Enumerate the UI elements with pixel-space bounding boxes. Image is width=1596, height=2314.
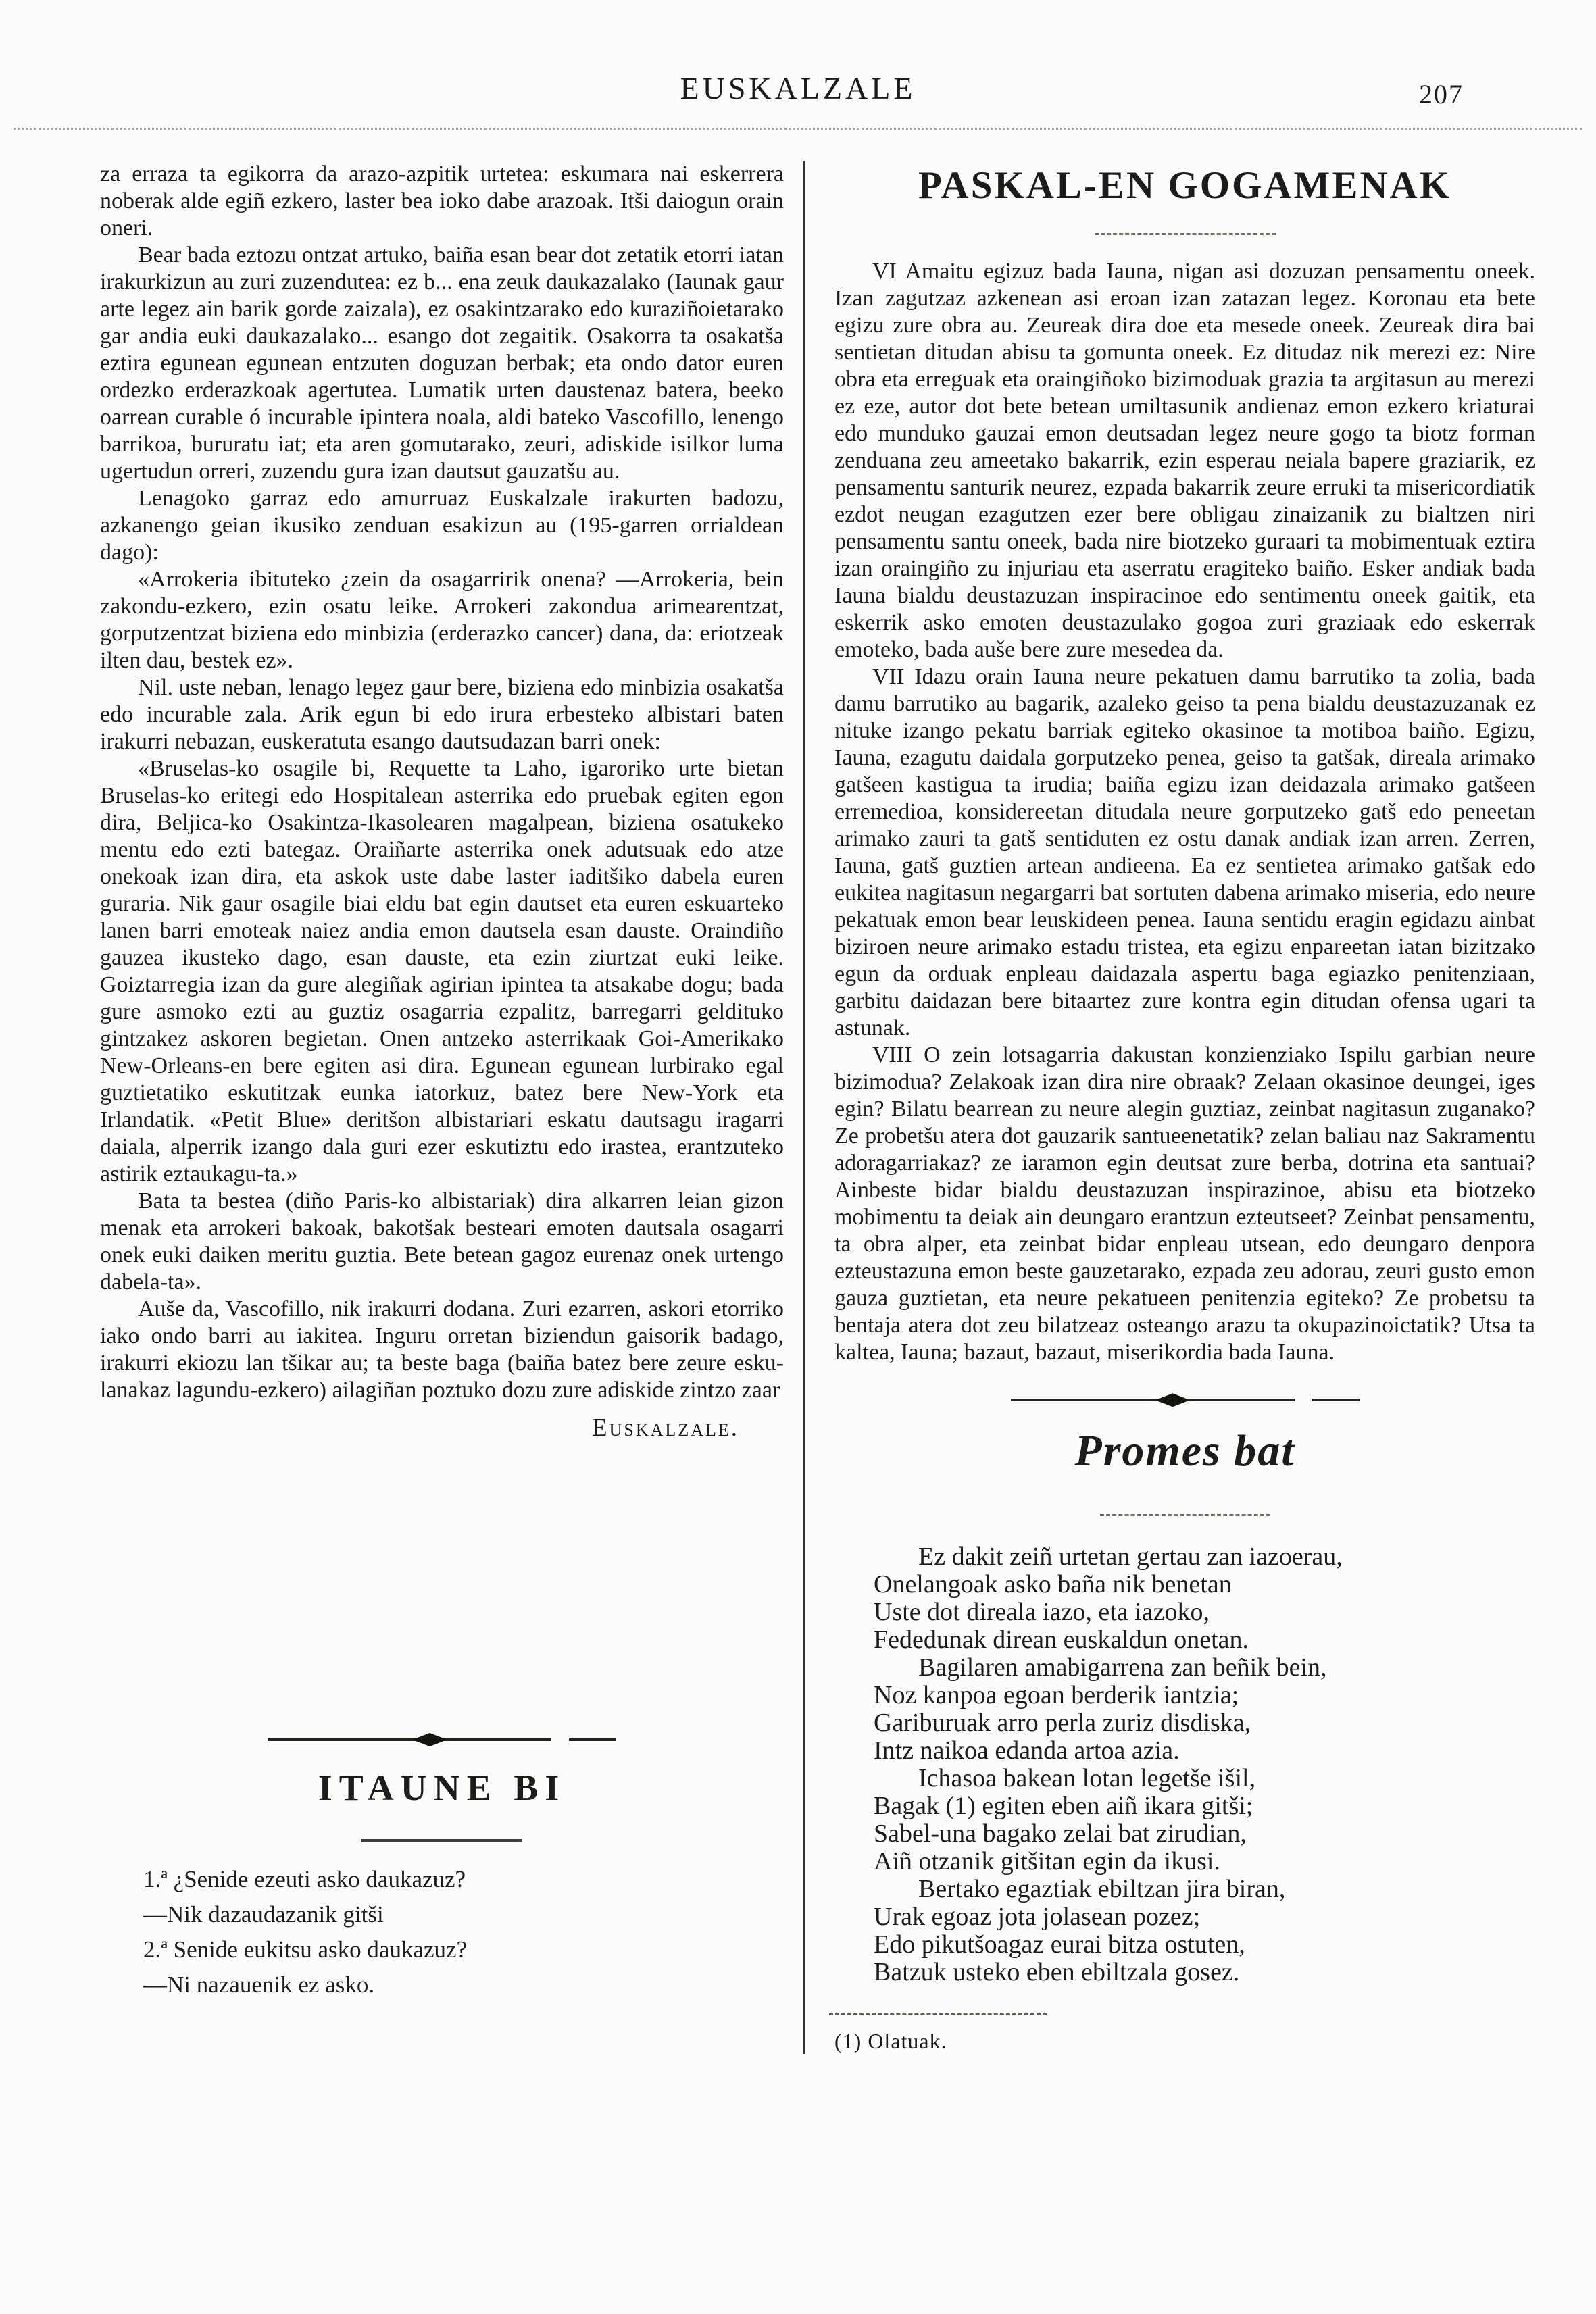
poem-line: Fededunak direan euskaldun onetan. [874, 1625, 1249, 1654]
poem-line: Sabel-una bagako zelai bat zirudian, [874, 1819, 1247, 1848]
poem-line: Bertako egaztiak ebiltzan jira biran, [918, 1874, 1286, 1903]
page-number: 207 [1419, 79, 1464, 109]
article-title-rule [1095, 233, 1276, 235]
poem-line: Bagilaren amabigarrena zan beñik bein, [918, 1653, 1327, 1682]
poem-line: Ichasoa bakean lotan legetše išil, [918, 1763, 1256, 1792]
left-column [100, 161, 803, 2054]
right-column [805, 161, 1535, 2054]
paragraph-viii: VIII O zein lotsagarria dakustan konzienziako Ispilu garbian neure bizimodua? Zelakoak izan dira nire obraak? Zelaan okasinoe deungei, iges egin? Bilatu bearrean zu neure alegin guztiaz, zeinbat nagitasun zuganako? Ze probetšu atera dot gauzarik santueenetatik? zelan baliau naz Sakramentu adoragarriakaz? ze iaramon egin deutsat zure berba, dotrina eta santuai? Ainbeste bidar bialdu deustazuzan inspirazinoe, abisu eta biotzeko mobimentu ta deiak ain deungaro erantzun ezteutseet? Zeinbat pensamentu, ta obra alper, eta zeinbat bidar enpleau utsean, edo deungaro denpora ezteustazuna emon beste gauzetarako, ezpada zeu adorau, zeuri gusto emon gauza guztietan, eta neure pekatueen penitenzia egiteko? Ze probetsu ta bentaja atera dot zeu bilatzeaz osteango arazu ta okupazinoictatik? Utsa ta kaltea, Iauna; bazaut, bazaut, miserikordia bada Iauna. [834, 1042, 1535, 1365]
paragraph: Lenagoko garraz edo amurruaz Euskalzale irakurten badozu, azkanengo geian ikusiko zenduan esakizun au (195-garren orrialdean dago): [100, 486, 784, 565]
divider-line [1187, 1399, 1295, 1401]
paragraph: za erraza ta egikorra da arazo-azpitik urtetea: eskumara nai eskerrera noberak alde egiñ ezkero, laster bea ioko dabe arazoak. Itši daiogun orain oneri. [100, 161, 784, 241]
two-column-layout [0, 130, 1596, 2054]
poem [834, 1543, 1535, 1986]
ornament-divider-icon [100, 1733, 784, 1746]
header-rule [14, 128, 1582, 130]
poem-line: Ez dakit zeiñ urtetan gertau zan iazoerau, [918, 1542, 1343, 1571]
poem-title-rule [1100, 1514, 1270, 1516]
poem-line: Uste dot direala iazo, eta iazoko, [874, 1597, 1210, 1626]
question-answer-block [143, 1862, 784, 2003]
section-title-rule [361, 1839, 522, 1842]
question-line: 2.ª Senide eukitsu asko daukazuz? [143, 1936, 468, 1963]
divider-line [569, 1738, 616, 1741]
paragraph-vii: VII Idazu orain Iauna neure pekatuen damu barrutiko ta zolia, bada damu barrutiko au bagarik, azaleko geiso ta pena bialdu deustazuzanak ez nituke izango pekatu barriak egiteko okasinoe ta motiboa baiño. Egizu, Iauna, ezagutu daidala gorputzeko penea, geiso ta gatšak, direala arimako gatšeen kastigua ta irudia; baiña egizu izan deidazala arimako gatšeen erremedioa, konsidereetan ditudala neure gorputzeko gatš edo peneetan arimako zauri ta gatš sentiduten ez ostu danak andiak izan arren. Zerren, Iauna, gatš guztien artean andieena. Ea ez sentietea arimako gatšak edo eukitea nagitasun negargarri bat sortuten dabena arimako miseria, edo neure pekatuak emon bear leuskideen penea. Iauna sentidu eragin egidazu ainbat biziroen neure arimako estadu tristea, eta egizu enpareetan iatan bizitzako egun da orduak enpleau daidazala aspertu baga egiazko penitenziaan, garbitu daidazan bere bitaartez zure kontra egin ditudan ofensa ugari ta astunak. [834, 664, 1535, 1041]
paragraph-vi: VI Amaitu egizuz bada Iauna, nigan asi dozuzan pensamentu oneek. Izan zagutzaz azkenean asi eroan izan zatazan legez. Koronau eta bete egizu zure obra au. Zeureak dira doe eta mesede oneek. Zeureak dira bai sentietan ditudan abisu ta gomunta oneek. Ez ditudaz nik merezi ez: Nire obra eta erreguak eta oraingiñoko bizimoduak grazia ta argitasun au merezi ez eze, autor dot bete betean umiltasunik andienaz emon ezkero kriaturai edo munduko gauzai emon deutsadan legez neure gogo ta biotz forman zenduana zeu ameetako bakarrik, ezin esperau neiala bapere graziarik, ez pensamentu santurik neurez, ezpada bakarrik zeure erruki ta misericordiatik ezdot neugan ezagutzen ezer bere obligau zinaizanik zu bialtzen niri pensamentu santu oneek, bada nire biotzeko guraari ta mobimentuak eztira izan oraingiño zu injuriau eta aserratu eragiteko baiño. Esker andiak bada Iauna bialdu deustazuzan inspiracinoe edo sentimentu oneek gaitik, eta eskerrik asko emoten deustazulako gogoa zuri graziaak edo eskerrak emoteko, bada auše bere zure mesedea da. [834, 259, 1535, 663]
poem-line: Batzuk usteko eben ebiltzala gosez. [874, 1957, 1240, 1986]
diamond-ornament-icon [1155, 1393, 1191, 1407]
answer-line: —Nik dazaudazanik gitši [143, 1901, 384, 1928]
diamond-ornament-icon [412, 1733, 447, 1746]
poem-line: Gariburuak arro perla zuriz disdiska, [874, 1708, 1251, 1737]
question-line: 1.ª ¿Senide ezeuti asko daukazuz? [143, 1865, 466, 1892]
poem-line: Edo pikutšoagaz eurai bitza ostuten, [874, 1930, 1245, 1959]
footnote: (1) Olatuak. [834, 2028, 947, 2053]
paragraph: Bata ta bestea (diño Paris-ko albistariak) dira alkarren leian gizon menak eta arrokeri bakoak, bakotšak besteari emoten dautsala osagarri onek euki daiken meritu guztia. Bete betean gagoz eurenaz onek urtengo dabela-ta». [100, 1188, 784, 1294]
page-header [0, 0, 1596, 109]
divider-line [443, 1738, 551, 1741]
poem-title-promes-bat: Promes bat [1074, 1426, 1295, 1476]
paragraph: Auše da, Vascofillo, nik irakurri dodana. Zuri ezarren, askori etorriko iako ondo barri au iakitea. Inguru orretan biziendun gaisorik badago, irakurri ekiozu lan tšikar au; ta beste baga (baiña batez bere zeure esku-lanakaz lagundu-ezkero) ailagiñan poztuko dozu zure adiskide zintzo zaar [100, 1297, 784, 1403]
divider-line [1312, 1399, 1360, 1401]
footnote-rule [829, 2013, 1047, 2015]
journal-title: EUSKALZALE [680, 71, 916, 105]
answer-line: —Ni nazauenik ez asko. [143, 1971, 375, 1998]
poem-line: Aiñ otzanik gitšitan egin da ikusi. [874, 1846, 1220, 1876]
poem-line: Noz kanpoa egoan berderik iantzia; [874, 1680, 1239, 1709]
poem-line: Bagak (1) egiten eben aiñ ikara gitši; [874, 1791, 1253, 1820]
divider-line [268, 1738, 416, 1741]
paragraph: «Bruselas-ko osagile bi, Requette ta Laho, igaroriko urte bietan Bruselas-ko eritegi edo Hospitalean asterrika edo pruebak egiten egon dira, Beljica-ko Osakintza-Ikasolearen magalpean, biziena osatukeko mentu edo ezti bategaz. Oraiñarte asterrika onek adutsuak edo atze onekoak izan dira, eta askok uste dabe laster iaditšiko dabela euren guraria. Nik gaur osagile biai eldu bat egin dautset eta euren eskuarteko lanen barri emoteak naiez andia emon dautsela esan dauste. Oraindiño gauzea ikusteko dago, esan dauste, eta ezin ziurtzat euki leike. Goiztarregia izan da gure alegiñak agirian ipintea ta atsakabe dogu; bada gure asmoko ezti au guztiz osagarria ezpalitz, barregarri geldituko gintzakez askoren begietan. Onen antzeko asterrikaak Goi-Amerikako New-Orleans-en bere egiten asi dira. Egunean egunean lurbirako egal guztietatiko eskutitzak eunka iatorkuz, batez bere New-York eta Irlandatik. «Petit Blue» deritšon albistariari eskatu dautsagu iragarri daiala, alperrik izango dala guri ezer eskutiztu edo irastea, erantzuteko astirik eztaukagu-ta.» [100, 756, 784, 1186]
poem-line: Onelangoak asko baña nik benetan [874, 1569, 1232, 1599]
ornament-divider-icon [834, 1393, 1535, 1407]
divider-line [1011, 1399, 1159, 1401]
poem-line: Intz naikoa edanda artoa azia. [874, 1736, 1180, 1765]
article-title-paskal-en-gogamenak: PASKAL-EN GOGAMENAK [918, 164, 1452, 207]
poem-line: Urak egoaz jota jolasean pozez; [874, 1902, 1201, 1931]
paragraph: Bear bada eztozu ontzat artuko, baiña esan bear dot zetatik etorri iatan irakurkizun au zuri zuzendutea: ez b... ena zeuk daukazalako (Iaunak gaur arte legez ain barik gorde zaizala), ez osakintzarako edo kuraziñoietarako gar andia euki daukazalako... esango dot zegaitik. Osakorra ta osakatša eztira egunean egunean entzuten doguzan berbak; eta ondo dator euren ordezko erderazkoak agertutea. Lumatik urten daustenaz batera, beeko oarrean curable ó incurable ipintera noala, aldi bateko Vascofillo, lenengo barrikoa, bururatu iat; eta aren gomutarako, zeuri, adiskide isilkor luma ugertudun orreri, zuzendu gura izan dautsut gauzatšu au. [100, 243, 784, 484]
paragraph: Nil. uste neban, lenago legez gaur bere, biziena edo minbizia osakatša edo incurable zala. Arik egun bi edo irura erbesteko albistari baten irakurri nebazan, euskeratuta esango dautsudazan barri onek: [100, 675, 784, 754]
article-signature: Euskalzale. [592, 1414, 739, 1442]
section-title-itaune-bi: ITAUNE BI [318, 1767, 566, 1808]
paragraph: «Arrokeria ibituteko ¿zein da osagarririk onena? —Arrokeria, bein zakondu-ezkero, ezin osatu leike. Arrokeri zakondua arimearentzat, gorputzentzat biziena edo minbizia (erderazko cancer) dana, da: eriotzeak ilten dau, bestek ez». [100, 567, 784, 673]
